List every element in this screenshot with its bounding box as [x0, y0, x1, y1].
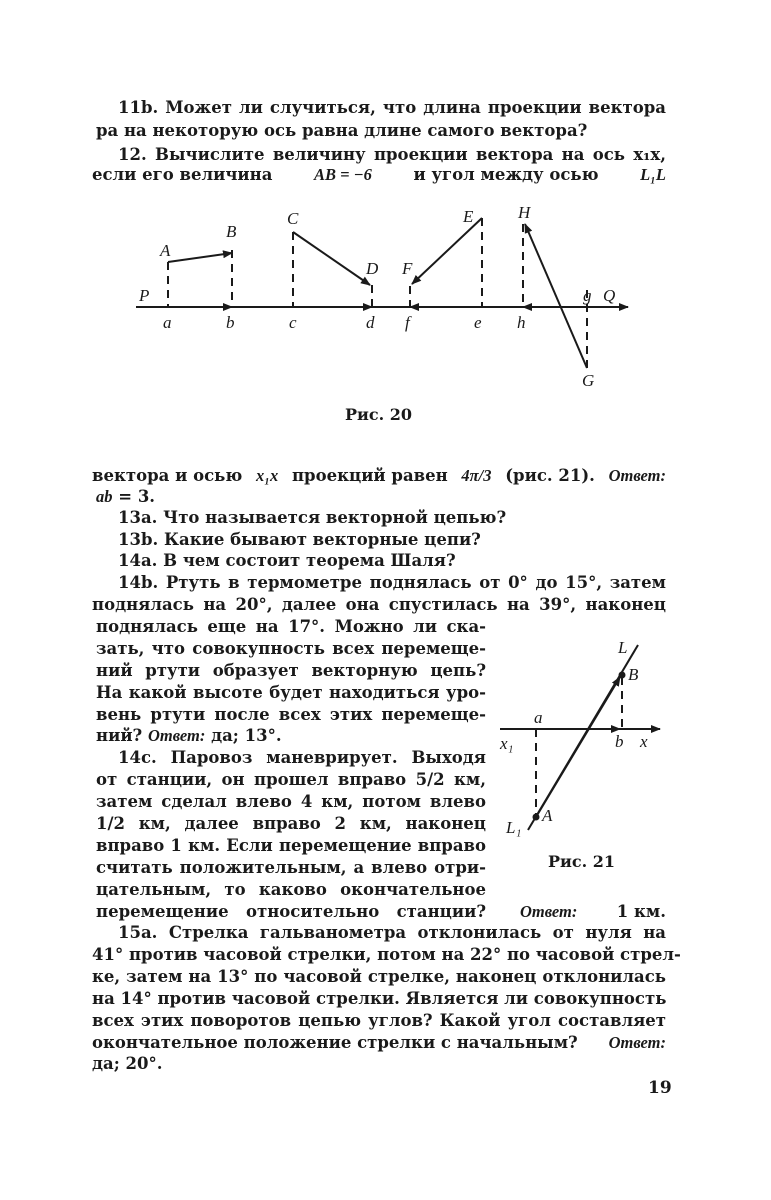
text-line — [92, 466, 666, 486]
label-L: L — [618, 638, 628, 657]
label-h: h — [517, 313, 526, 332]
figure-20-caption: Рис. 20 — [345, 405, 413, 424]
figure-21-caption: Рис. 21 — [548, 852, 616, 871]
question-14a: 14a. В чем состоит теорема Шаля? — [118, 551, 456, 570]
label-c: c — [289, 313, 297, 332]
label-q: Q — [603, 286, 616, 305]
text-line — [96, 726, 282, 746]
label-b: b — [226, 313, 235, 332]
figure-21 — [490, 635, 690, 855]
label-a: a — [534, 708, 543, 727]
answer-14c — [520, 902, 666, 922]
label-b: b — [615, 732, 624, 751]
label-B: B — [628, 665, 639, 684]
formula: 4π/3 — [461, 466, 492, 485]
question-13b: 13b. Какие бывают векторные цепи? — [118, 530, 481, 549]
vector-cd — [293, 232, 370, 285]
vector-ab — [168, 253, 232, 262]
formula: ab — [96, 487, 113, 506]
point-a — [533, 814, 540, 821]
answer-label: Ответ: — [520, 902, 578, 921]
text-line: 41° против часовой стрелки, потом на 22° по часовой стрел- — [92, 945, 681, 964]
label-e: e — [474, 313, 482, 332]
formula: L₁L — [640, 165, 666, 184]
question-13a: 13a. Что называется векторной цепью? — [118, 508, 507, 527]
label-L1: L₁ — [506, 818, 522, 837]
text-line: от станции, он прошел вправо 5/2 км, — [96, 770, 486, 789]
text-line: перемещение относительно станции? — [96, 902, 486, 921]
text-fragment: и угол между осью — [413, 165, 599, 184]
text-line: ке, затем на 13° по часовой стрелке, наконец отклонилась — [92, 967, 666, 986]
vector-ab — [536, 677, 620, 817]
label-C: C — [287, 209, 299, 228]
text-line: да; 20°. — [92, 1054, 163, 1073]
text-line: на 14° против часовой стрелки. Является ли совокупность — [92, 989, 667, 1008]
label-x: x — [640, 732, 648, 751]
label-A: A — [542, 806, 553, 825]
text-fragment: окончательное положение стрелки с начальным? — [92, 1033, 578, 1052]
point-b — [619, 672, 626, 679]
text-fragment: (рис. 21). — [505, 466, 595, 485]
text-line: всех этих поворотов цепью углов? Какой угол составляет — [92, 1011, 666, 1030]
text-fragment: да; 13°. — [211, 726, 282, 745]
label-F: F — [402, 259, 413, 278]
text-line: 12. Вычислите величину проекции вектора на ось x₁x, — [118, 145, 666, 164]
text-line: поднялась еще на 17°. Можно ли ска- — [96, 617, 486, 636]
label-A: A — [160, 241, 171, 260]
text-fragment: если его величина — [92, 165, 273, 184]
label-B: B — [226, 222, 237, 241]
text-line: ра на некоторую ось равна длине самого вектора? — [96, 121, 588, 140]
label-H: H — [518, 203, 531, 222]
formula: AB = −6 — [314, 165, 372, 184]
text-line: цательным, то каково окончательное — [96, 880, 486, 899]
text-line: 11b. Может ли случиться, что длина проекции вектора — [118, 98, 666, 117]
vector-gh — [525, 224, 587, 368]
text-line — [96, 487, 155, 507]
label-d: d — [366, 313, 375, 332]
text-fragment: проекций равен — [291, 466, 448, 485]
label-D: D — [366, 259, 379, 278]
label-p: P — [139, 286, 150, 305]
text-line: затем сделал влево 4 км, потом влево — [96, 792, 486, 811]
text-line: вень ртути после всех этих перемеще- — [96, 705, 486, 724]
answer-label: Ответ: — [608, 466, 666, 485]
text-line: считать положительным, а влево отри- — [96, 858, 486, 877]
text-line: 14b. Ртуть в термометре поднялась от 0° до 15°, затем — [118, 573, 666, 592]
label-G: G — [582, 371, 595, 390]
text-line — [92, 1033, 666, 1053]
text-fragment: вектора и осью — [92, 466, 243, 485]
text-line: 15a. Стрелка гальванометра отклонилась от нуля на — [118, 923, 666, 942]
text-line: На какой высоте будет находиться уро- — [96, 683, 486, 702]
label-E: E — [463, 207, 474, 226]
text-line: 1/2 км, далее вправо 2 км, наконец — [96, 814, 486, 833]
text-line: поднялась на 20°, далее она спустилась на 39°, наконец — [92, 595, 666, 614]
label-g: g — [583, 286, 592, 305]
vector-ef — [412, 218, 482, 284]
text-line: зать, что совокупность всех перемеще- — [96, 639, 486, 658]
text-line: ний ртути образует векторную цепь? — [96, 661, 486, 680]
formula: x₁x — [255, 466, 279, 485]
text-line: 14c. Паровоз маневрирует. Выходя — [118, 748, 486, 767]
text-line: вправо 1 км. Если перемещение вправо — [96, 836, 486, 855]
text-fragment: = 3. — [118, 487, 156, 506]
figure-20 — [0, 0, 771, 420]
text-fragment: ний? — [96, 726, 143, 745]
answer-label: Ответ: — [608, 1033, 666, 1052]
answer-label: Ответ: — [147, 726, 206, 745]
label-x1: x₁ — [500, 734, 514, 753]
label-f: f — [405, 313, 410, 332]
text-fragment: 1 км. — [616, 902, 666, 921]
label-a: a — [163, 313, 172, 332]
page-number: 19 — [648, 1078, 672, 1098]
